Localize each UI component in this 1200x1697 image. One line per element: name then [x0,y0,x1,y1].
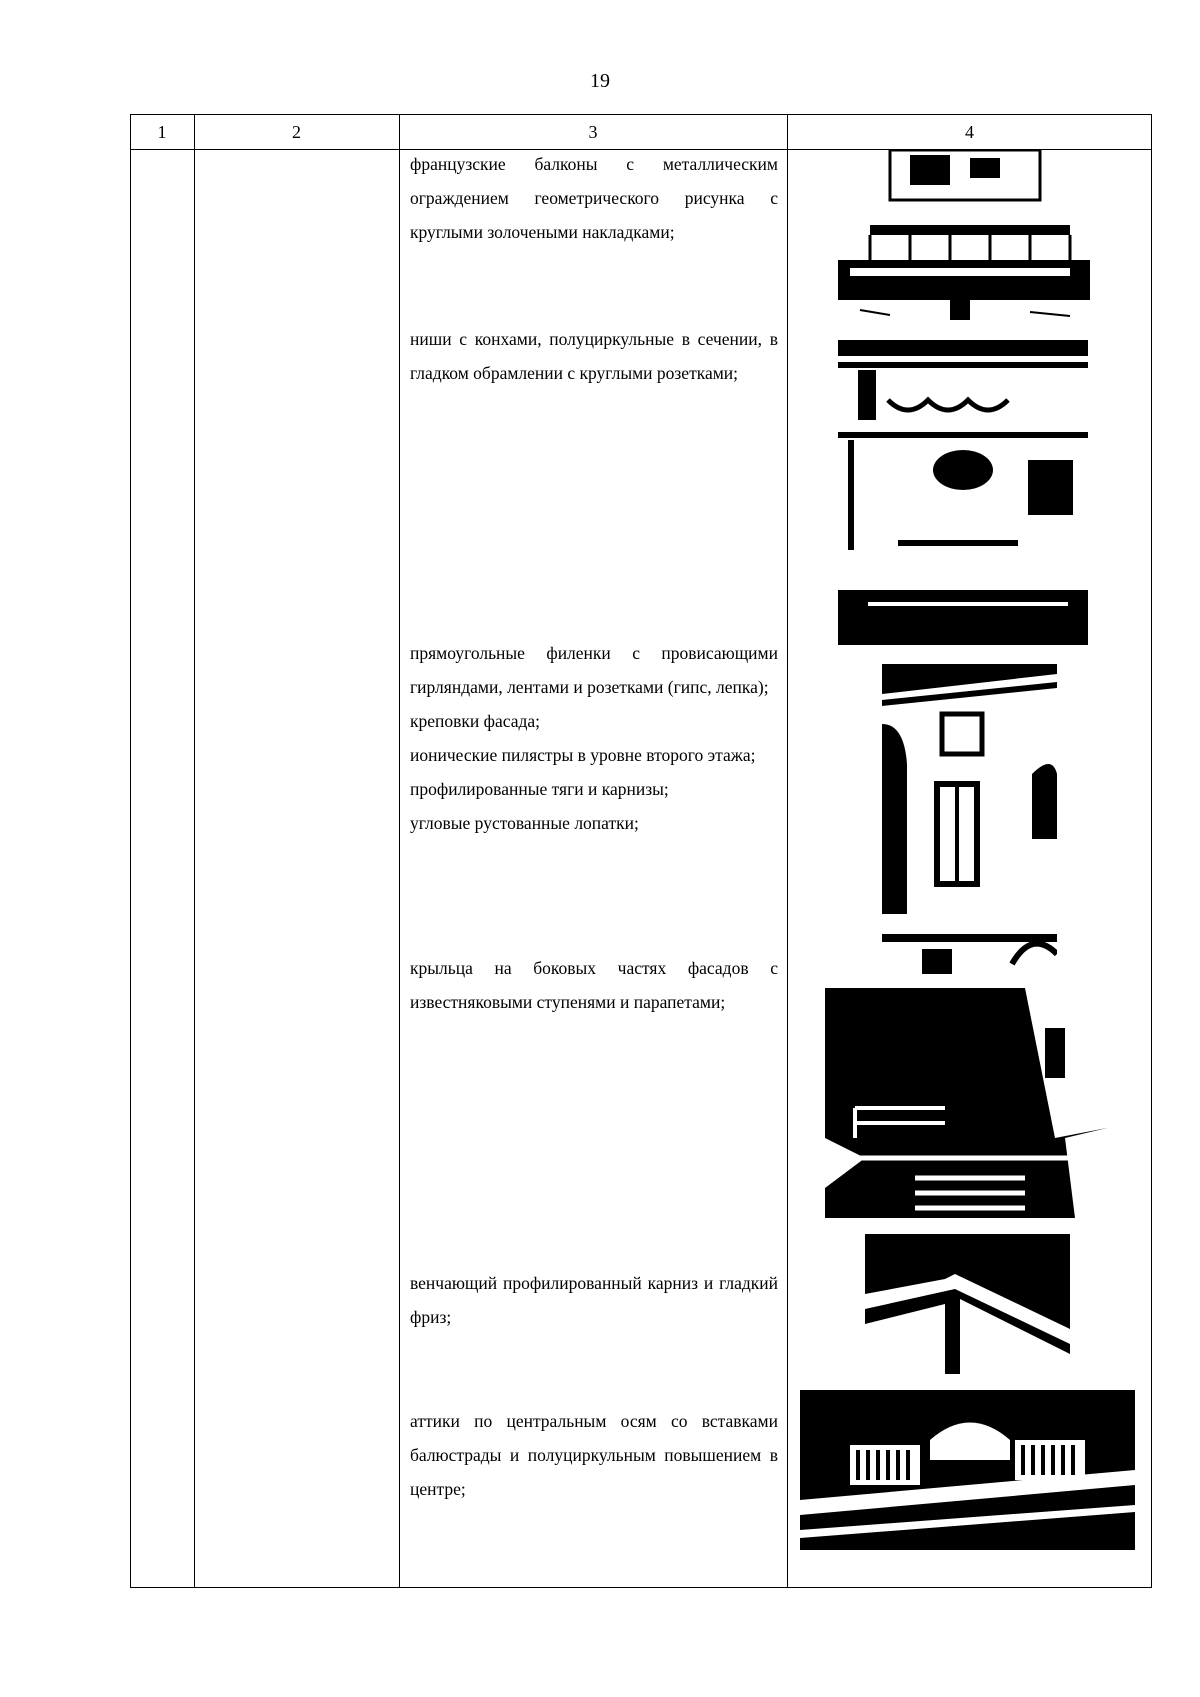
feature-description [410,636,778,840]
feature-description [410,1404,778,1506]
feature-text: крыльца на боковых частях фасадов с известняковыми ступенями и парапетами; [410,958,778,1012]
feature-text: аттики по центральным осям со вставками балюстрады и полуциркульным повышением в центре; [410,1411,778,1499]
column-header-2: 2 [292,122,301,142]
feature-text: ниши с конхами, полуциркульные в сечении, в гладком обрамлении с круглыми розетками; [410,329,778,383]
porch-photo [825,988,1107,1218]
feature-text: ионические пилястры в уровне второго этажа; [410,745,756,765]
feature-text: французские балконы с металлическим ограждением геометрического рисунка с круглыми золочеными накладками; [410,154,778,242]
column-header-1: 1 [157,122,167,142]
feature-description [410,1266,778,1334]
balcony-photo [830,150,1095,320]
pilasters-photo [882,664,1057,974]
column-divider [194,114,195,1588]
column-divider [399,114,400,1588]
feature-description [410,147,778,249]
column-header-4: 4 [965,122,974,142]
attic-photo [800,1390,1135,1550]
feature-description [410,322,778,390]
cornice-photo [865,1234,1070,1374]
feature-text: прямоугольные филенки с провисающими гирляндами, лентами и розетками (гипс, лепка); [410,643,778,697]
feature-text: креповки фасада; [410,711,541,731]
feature-text: венчающий профилированный карниз и гладкий фриз; [410,1273,778,1327]
column-divider [787,114,788,1588]
page-number: 19 [590,70,610,92]
feature-text: профилированные тяги и карнизы; [410,779,669,799]
column-header-3: 3 [588,122,598,142]
feature-description [410,951,778,1019]
niche-photo [838,340,1088,645]
feature-text: угловые рустованные лопатки; [410,813,639,833]
